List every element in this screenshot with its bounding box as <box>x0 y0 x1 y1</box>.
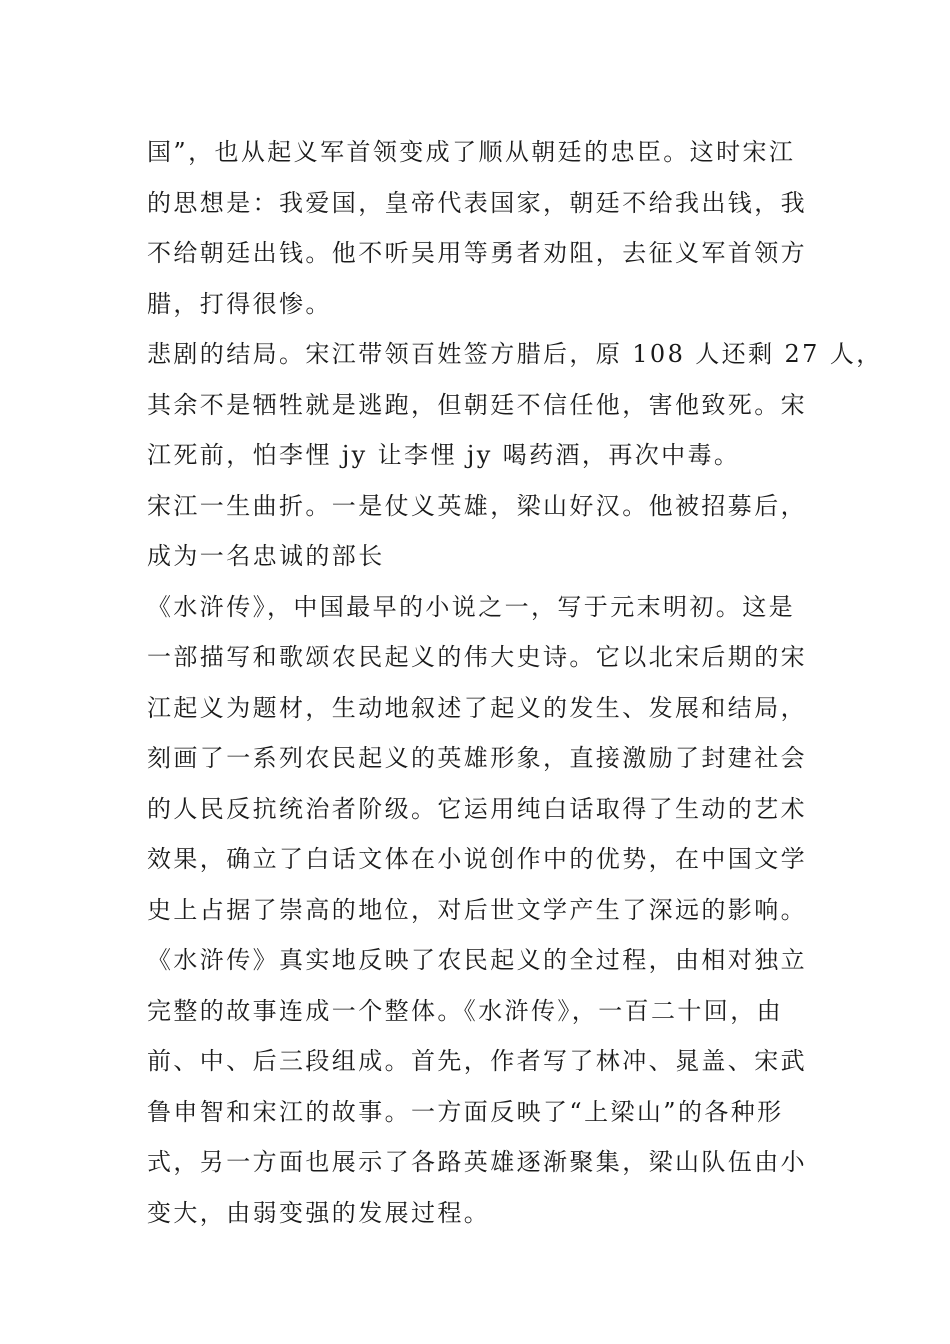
text-line: 效果，确立了白话文体在小说创作中的优势，在中国文学 <box>147 845 807 873</box>
text-line: 江死前，怕李悝 jy 让李悝 jy 喝药酒，再次中毒。 <box>147 441 741 469</box>
text-line: 的人民反抗统治者阶级。它运用纯白话取得了生动的艺术 <box>147 794 807 823</box>
text-line: 《水浒传》真实地反映了农民起义的全过程，由相对独立 <box>147 946 807 974</box>
paragraph-2 <box>147 329 883 481</box>
text-line: 腊，打得很惨。 <box>147 289 332 318</box>
text-line: 成为一名忠诚的部长 <box>147 542 385 570</box>
text-line: 一部描写和歌颂农民起义的伟大史诗。它以北宋后期的宋 <box>147 643 807 671</box>
text-line: 江起义为题材，生动地叙述了起义的发生、发展和结局， <box>147 693 807 722</box>
document-body <box>147 127 883 1238</box>
text-line: 前、中、后三段组成。首先，作者写了林冲、晁盖、宋武 <box>147 1047 807 1075</box>
text-line: 刻画了一系列农民起义的英雄形象，直接激励了封建社会 <box>147 744 807 772</box>
text-line: 其余不是牺牲就是逃跑，但朝廷不信任他，害他致死。宋 <box>147 390 807 419</box>
text-line: 《水浒传》，中国最早的小说之一，写于元末明初。这是 <box>147 592 795 621</box>
paragraph-5 <box>147 935 827 1238</box>
paragraph-4 <box>147 582 827 936</box>
text-line: 史上占据了崇高的地位，对后世文学产生了深远的影响。 <box>147 895 807 924</box>
text-line: 鲁申智和宋江的故事。一方面反映了“上梁山”的各种形 <box>147 1097 784 1126</box>
text-line: 不给朝廷出钱。他不听吴用等勇者劝阻，去征义军首领方 <box>147 239 807 267</box>
text-line: 的思想是：我爱国，皇帝代表国家，朝廷不给我出钱，我 <box>147 188 807 217</box>
paragraph-3 <box>147 481 827 582</box>
text-line: 变大，由弱变强的发展过程。 <box>147 1198 491 1227</box>
paragraph-1 <box>147 127 827 329</box>
text-line: 完整的故事连成一个整体。《水浒传》，一百二十回，由 <box>147 996 783 1025</box>
text-line: 悲剧的结局。宋江带领百姓签方腊后，原 108 人还剩 27 人， <box>147 340 883 368</box>
text-line: 国”，也从起义军首领变成了顺从朝廷的忠臣。这时宋江 <box>147 138 796 166</box>
text-line: 式，另一方面也展示了各路英雄逐渐聚集，梁山队伍由小 <box>147 1148 807 1176</box>
text-line: 宋江一生曲折。一是仗义英雄，梁山好汉。他被招募后， <box>147 491 807 520</box>
